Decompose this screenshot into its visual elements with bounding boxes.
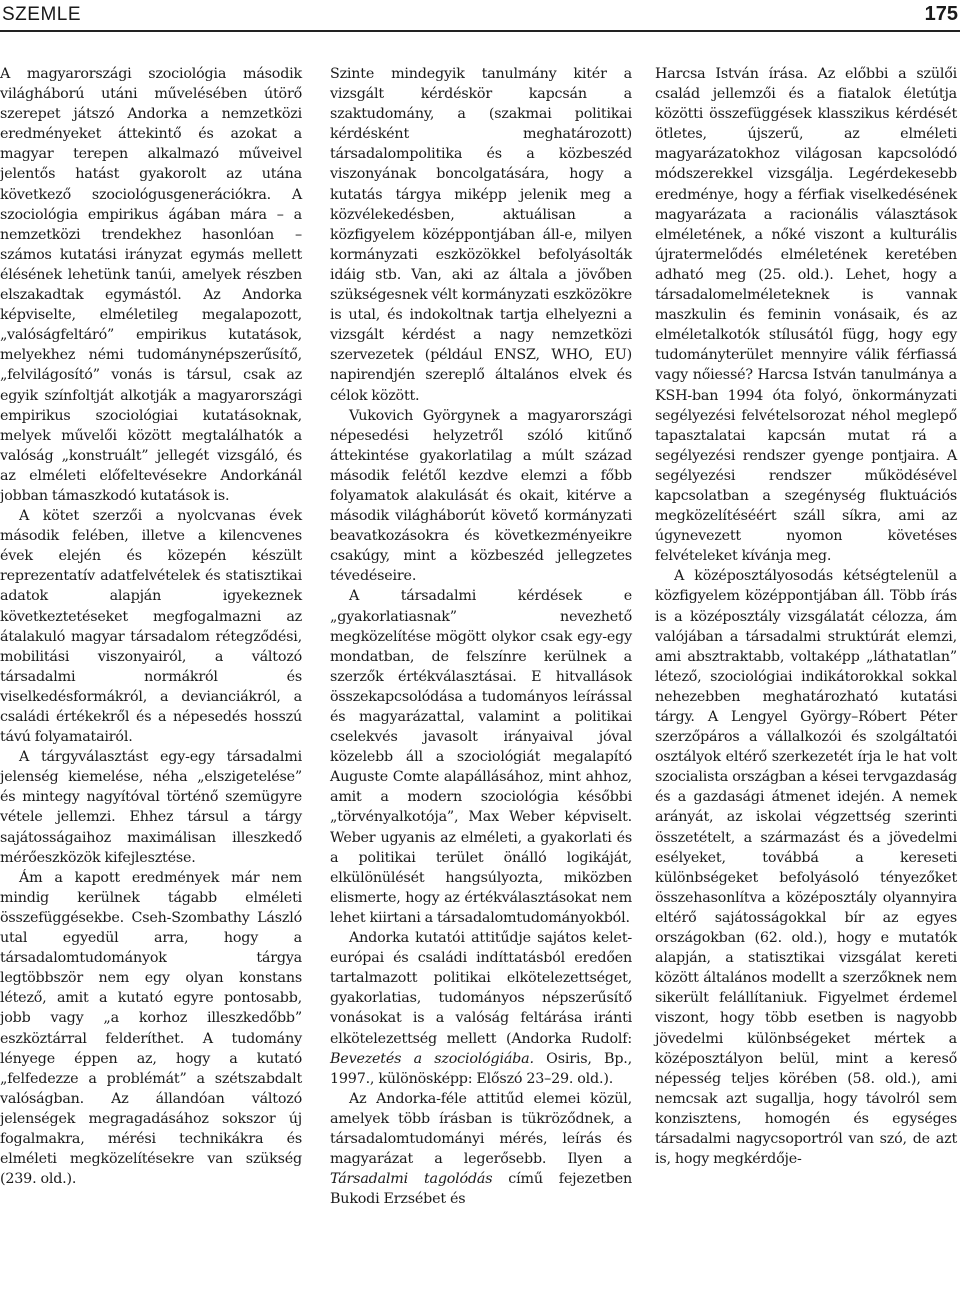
paragraph xyxy=(330,586,632,928)
article-body xyxy=(0,64,960,1300)
paragraph-text: A magyarországi szociológia második világháború utáni művelésében útörő szerepet játszó Andorka a nemzetközi eredményeket áttekintő és azokat a magyar terepen alkalmazó műveivel jelentős hatást gyakorolt az utána következő szociológusgenerációkra. A szociológia empirikus ágában mára – a nemzetközi trendekhez hasonlóan – számos kutatási irányzat egymás mellett élésének lehetünk tanúi, amelyek részben elszakadtak egymástól. Az Andorka képviselte, elméletileg megalapozott, „valóságfeltáró” empirikus kutatások, melyekhez némi tudománynépszerűsítő, „felvilágosító” vonás is társul, csak az egyik színfoltját alkotják a magyarországi empirikus szociológiai kutatásoknak, melyek művelői között megtalálhatók a valóság „konstruált” jellegét vizsgáló, és az elméleti előfeltevésekre Andorkánál jobban támaszkodó kutatások is. xyxy=(0,66,302,504)
paragraph xyxy=(655,566,957,1169)
paragraph-text: Osiris, Bp., 1997., különösképp: Előszó 23–29. old.). xyxy=(330,1050,633,1087)
italic-title: Társadalmi tagolódás xyxy=(330,1171,493,1188)
section-title: SZEMLE xyxy=(2,4,82,25)
paragraph-text: című fejezetben Bukodi Erzsébet és xyxy=(330,1171,632,1208)
italic-title: Bevezetés a szociológiába. xyxy=(330,1050,534,1067)
paragraph-text: Vukovich Györgynek a magyarországi népesedési helyzetről szóló kitűnő áttekintése gyakorlatilag a múlt század második felétől kezdve elemzi a főbb folyamatok alakulását és okait, kitérve a második világháborút követő kormányzati beavatkozásokra és következményeikre csakúgy, mint a közbeszéd jellegzetes tévedéseire. xyxy=(330,407,632,585)
text-column-2 xyxy=(330,64,632,1209)
paragraph xyxy=(330,1089,632,1210)
paragraph-text: A kötet szerzői a nyolcvanas évek második felében, illetve a kilencvenes évek elején és közepén készült reprezentatív adatfelvételek és statisztikai adatok alapján igyekeznek következtetéseket megfogalmazni az átalakuló magyar társadalom rétegződési, mobilitási viszonyairól, a változó társadalmi normákról és viselkedésformákról, a devianciákról, a családi értékekről és a népesedés hosszú távú folyamatairól. xyxy=(0,508,302,746)
paragraph xyxy=(0,868,302,1190)
paragraph-text: A társadalmi kérdések e „gyakorlatiasnak” nevezhető megközelítése mögött olykor csak egy-egy mondatban, de felszínre kerülnek a szerzők értékválasztásai. E hitvallások összekapcsolódása a tudományos leírással és magyarázattal, valamint a politikai cselekvés javasolt irányaival jóval közelebb áll a szociológiát megalapító Auguste Comte alapállásához, mint ahhoz, amit a modern szociológia későbbi „törvényalkotója”, Max Weber képviselt. Weber ugyanis az elméleti, a gyakorlati és a politikai terület önálló logikáját, elkülönülését hangsúlyozta, miközben elismerte, hogy az értékválasztásokat nem lehet kiirtani a társadalomtudományokból. xyxy=(330,588,632,926)
paragraph-text: A középosztályosodás kétségtelenül a közfigyelem középpontjában áll. Több írás is a középosztály vizsgálatát célozza, ám valójában a társadalmi struktúrát elemzi, ami absztraktabb, voltaképp „láthatatlan” létező, szociológiai indikátorokkal sokkal nehezebben meghatározható kutatási tárgy. A Lengyel György–Róbert Péter szerzőpáros a vállalkozói és szolgáltatói osztályok eltérő szerkezetét írja le hat volt szocialista országban a kései tervgazdaság és a gazdasági átmenet idején. A nemek arányát, az iskolai végzettség szerinti összetételt, a származást és a jövedelmi esélyeket, továbbá a kereseti különbségeket befolyásoló tényezőket összehasonlítva a középosztály olyannyira eltérő sajátosságokkal bír az egyes országokban (62. old.), hogy e mutatók alapján, a statisztikai vizsgálat kereti között általános modellt a szerzőknek nem sikerült felállítaniuk. Figyelmet érdemel viszont, hogy több esetben is nagyobb jövedelmi különbségeket mértek a középosztályon belül, mint a kereső népesség teljes körében (58. old.), ami nemcsak azt sugallja, hogy távolról sem konzisztens, homogén és egységes társadalmi nagycsoportról van szó, de azt is, hogy megkérdője- xyxy=(655,568,957,1168)
running-header xyxy=(0,0,960,32)
text-column-1 xyxy=(0,64,302,1189)
paragraph xyxy=(0,747,302,868)
paragraph-text: Szinte mindegyik tanulmány kitér a vizsgált kérdéskör kapcsán a szaktudomány, a (szakmai politikai kérdésként meghatározott) társadalompolitika és a közbeszéd viszonyának boncolgatására, hogy a kutatás tárgya miképp jelenik meg a közvélekedésben, aktuálisan a közfigyelem középpontjában áll-e, milyen kormányzati eszközökkel befolyásolták idáig stb. Van, aki az általa a jövőben szükségesnek vélt kormányzati eszközökre is utal, és indokoltnak tartja elhelyezni a vizsgált kérdést a nagy nemzetközi szervezetek (például ENSZ, WHO, EU) napirendjén szereplő általános elvek és célok között. xyxy=(330,66,632,404)
paragraph-text: A tárgyválasztást egy-egy társadalmi jelenség kiemelése, néha „elszigetelése” és mintegy nagyítóval történő szemügyre vétele jellemzi. Ehhez társul a tárgy sajátosságaihoz maximálisan illeszkedő mérőeszközök kifejlesztése. xyxy=(0,749,302,866)
paragraph-text: Az Andorka-féle attitűd elemei közül, amelyek több írásban is tükröződnek, a társadalomtudományi mérés, leírás és magyarázat a legerősebb. Ilyen a xyxy=(330,1090,632,1168)
paragraph xyxy=(0,64,302,506)
paragraph xyxy=(330,406,632,587)
paragraph xyxy=(0,506,302,747)
paragraph xyxy=(330,928,632,1089)
paragraph-text: Harcsa István írása. Az előbbi a szülői család jellemzői és a fiatalok életútja közötti összefüggések klasszikus kérdését ötletes, újszerű, az elméleti magyarázatokhoz világosan kapcsolódó módszerekkel vizsgálja. Legérdekesebb eredménye, hogy a férfiak viselkedésének magyarázata a racionális választások elméletének, a nőké viszont a kulturális újratermelődés elméletének keretében adható meg (25. old.). Lehet, hogy a társadalomelméleteknek is vannak maszkulin és feminin vonásaik, és az elméletalkotók stílusától függ, hogy egy tudományterület mennyire válik férfiassá vagy nőiessé? Harcsa István tanulmánya a KSH-ban 1994 óta folyó, önkormányzati segélyezési felvételsorozat néhol meglepő tapasztalatai kapcsán mutat rá a segélyezési rendszer gyenge pontjaira. A segélyezési rendszer működésével kapcsolatban a szegénység fluktuációs megközelítéséért száll síkra, ami az úgynevezett nyomon követéses felvételeket kívánja meg. xyxy=(655,66,957,565)
page-number: 175 xyxy=(924,3,958,25)
paragraph-text: Ám a kapott eredmények már nem mindig kerülnek tágabb elméleti összefüggésekbe. Cseh-Szombathy László utal egyedül arra, hogy a társadalomtudományok tárgya legtöbbször nem egy olyan konstans létező, amit a kutató egyre pontosabb, jobb vagy „a korhoz illeszkedőbb” eszköztárral felderíthet. A tudomány lényege éppen az, hogy a kutató „felfedezze a problémát” a szétszabdalt valóságban. Az állandóan változó jelenségek megragadásához sokszor új fogalmakra, mérési technikákra és elméleti megközelítésekre van szükség (239. old.). xyxy=(0,869,302,1188)
paragraph xyxy=(655,64,957,566)
paragraph-text: Andorka kutatói attitűdje sajátos kelet-európai és családi indíttatásból eredően tartalmazott politikai elkötelezettséget, gyakorlatias, tudományos népszerűsítő vonásokat is a valóság feltárása iránti elkötelezettség mellett (Andorka Rudolf: xyxy=(330,930,632,1047)
paragraph xyxy=(330,64,632,406)
text-column-3 xyxy=(655,64,957,1169)
